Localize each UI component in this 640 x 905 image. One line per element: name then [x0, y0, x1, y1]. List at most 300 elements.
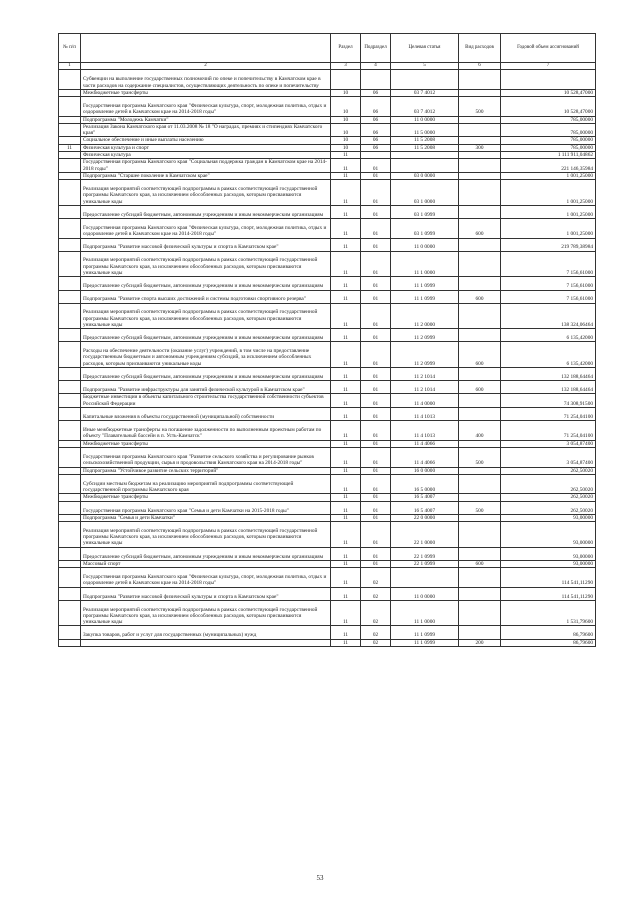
row-number [59, 381, 81, 394]
table-row [59, 587, 596, 600]
budget-table [58, 33, 596, 647]
row-podrazdel: 01 [361, 501, 391, 514]
table-row [59, 639, 596, 646]
column-number: 6 [459, 63, 501, 70]
header-expense-type: Вид расходов [459, 34, 501, 63]
row-podrazdel: 01 [361, 159, 391, 173]
row-expense-type: 600 [459, 219, 501, 239]
row-expense-type: 300 [459, 144, 501, 151]
row-expense-type: 400 [459, 421, 501, 441]
row-number [59, 587, 81, 600]
row-amount: 1 001,25000 [501, 219, 596, 239]
row-razdel: 10 [331, 144, 361, 151]
row-number: 11 [59, 144, 81, 151]
row-name: Государственная программа Камчатского края "Развитие сельского хозяйства и регулирование рынков сельскохозяйственной продукции, сырья и продовольствия Камчатского края на 2014-2018 годы" [81, 448, 331, 468]
row-number [59, 600, 81, 626]
row-target-article: 11 4 1013 [391, 421, 459, 441]
row-number [59, 568, 81, 588]
row-number [59, 303, 81, 329]
row-amount: 785,00000 [501, 137, 596, 144]
row-number [59, 97, 81, 117]
row-expense-type [459, 494, 501, 501]
row-expense-type [459, 70, 501, 90]
row-expense-type [459, 514, 501, 521]
row-name: Субсидии местным бюджетам на реализацию мероприятий подпрограммы соответствующей государственной программы Камчатского края [81, 474, 331, 494]
row-amount: 71 254,04100 [501, 421, 596, 441]
table-row [59, 277, 596, 290]
table-row [59, 303, 596, 329]
row-expense-type [459, 238, 501, 251]
row-razdel: 11 [331, 172, 361, 179]
row-podrazdel: 01 [361, 522, 391, 548]
row-name: Межбюджетные трансферты [81, 89, 331, 96]
table-row [59, 522, 596, 548]
row-target-article: 11 2 0999 [391, 329, 459, 342]
row-number [59, 290, 81, 303]
row-amount: 3 054,87400 [501, 448, 596, 468]
row-razdel: 11 [331, 408, 361, 421]
row-podrazdel: 01 [361, 180, 391, 206]
row-target-article: 16 0 0000 [391, 467, 459, 474]
row-number [59, 123, 81, 137]
row-amount: 114 541,11290 [501, 568, 596, 588]
row-expense-type: 500 [459, 501, 501, 514]
row-number [59, 368, 81, 381]
row-amount: 262,50020 [501, 501, 596, 514]
row-name: Социальное обеспечение и иные выплаты населению [81, 137, 331, 144]
row-target-article: 11 2 0000 [391, 303, 459, 329]
row-name: Бюджетные инвестиции в объекты капитального строительства государственной собственности субъектов Российской Федерации [81, 394, 331, 408]
row-name: Капитальные вложения в объекты государственной (муниципальной) собственности [81, 408, 331, 421]
row-target-article: 03 7 4012 [391, 97, 459, 117]
row-amount: 114 541,11290 [501, 587, 596, 600]
row-number [59, 639, 81, 646]
row-target-article: 03 0 0000 [391, 172, 459, 179]
table-row [59, 474, 596, 494]
row-podrazdel: 02 [361, 626, 391, 639]
row-amount: 10 528,47000 [501, 89, 596, 96]
row-target-article: 11 4 0000 [391, 394, 459, 408]
row-podrazdel: 01 [361, 467, 391, 474]
row-razdel: 11 [331, 639, 361, 646]
row-amount: 221 146,35984 [501, 159, 596, 173]
column-number-row [59, 63, 596, 70]
row-razdel: 11 [331, 568, 361, 588]
row-number [59, 159, 81, 173]
row-number [59, 172, 81, 179]
table-row [59, 494, 596, 501]
row-expense-type [459, 152, 501, 159]
row-podrazdel: 06 [361, 123, 391, 137]
row-name: Государственная программа Камчатского края "Социальная поддержка граждан в Камчатском крае на 2014-2018 годы" [81, 159, 331, 173]
row-podrazdel: 01 [361, 219, 391, 239]
row-expense-type: 600 [459, 290, 501, 303]
row-amount: 138 324,06464 [501, 303, 596, 329]
row-name: Субвенции на выполнение государственных полномочий по опеке и попечительству в Камчатском крае в части расходов на содержание специалистов, осуществляющих деятельность по опеке и попечительству [81, 70, 331, 90]
table-row [59, 448, 596, 468]
row-name: Подпрограмма "Развитие массовой физической культуры и спорта в Камчатском крае" [81, 238, 331, 251]
row-podrazdel: 01 [361, 303, 391, 329]
row-razdel: 11 [331, 329, 361, 342]
row-number [59, 421, 81, 441]
row-razdel: 11 [331, 522, 361, 548]
row-target-article [391, 568, 459, 588]
row-amount: 86,79600 [501, 639, 596, 646]
row-number [59, 547, 81, 560]
row-podrazdel [361, 152, 391, 159]
row-expense-type [459, 116, 501, 123]
row-number [59, 329, 81, 342]
table-row [59, 440, 596, 447]
row-number [59, 501, 81, 514]
row-amount: 7 156,61000 [501, 277, 596, 290]
row-razdel: 11 [331, 467, 361, 474]
row-name: Реализация мероприятий соответствующей подпрограммы в рамках соответствующей государственной программы Камчатского края, за исключением обособленных расходов, которым присваиваются уникальные коды [81, 180, 331, 206]
row-amount: 93,00000 [501, 522, 596, 548]
row-target-article: 03 1 0999 [391, 205, 459, 218]
row-target-article: 11 5 2008 [391, 144, 459, 151]
row-target-article: 11 1 0999 [391, 277, 459, 290]
row-razdel: 11 [331, 600, 361, 626]
row-number [59, 342, 81, 368]
header-annual-amount: Годовой объем ассигнований [501, 34, 596, 63]
row-razdel: 11 [331, 626, 361, 639]
row-name: Массовый спорт [81, 560, 331, 567]
row-razdel: 11 [331, 587, 361, 600]
row-target-article: 11 5 0000 [391, 123, 459, 137]
row-expense-type [459, 626, 501, 639]
row-target-article: 11 0 0000 [391, 587, 459, 600]
row-name: Подпрограмма "Развитие спорта высших достижений и системы подготовки спортивного резерва" [81, 290, 331, 303]
row-name: Иные межбюджетные трансферты на погашение задолженности по выполненным проектным работам по объекту "Плавательный бассейн в п. Усть-Камчатск" [81, 421, 331, 441]
row-expense-type [459, 277, 501, 290]
row-amount: 1 531,79600 [501, 600, 596, 626]
table-row [59, 116, 596, 123]
row-expense-type [459, 137, 501, 144]
row-number [59, 89, 81, 96]
row-name: Предоставление субсидий бюджетным, автономным учреждениям и иным некоммерческим организациям [81, 277, 331, 290]
row-podrazdel: 01 [361, 342, 391, 368]
row-number [59, 494, 81, 501]
row-target-article [391, 70, 459, 90]
row-number [59, 116, 81, 123]
row-target-article: 11 4 1013 [391, 408, 459, 421]
row-target-article: 22 1 0000 [391, 522, 459, 548]
row-expense-type [459, 394, 501, 408]
row-razdel: 11 [331, 421, 361, 441]
row-razdel: 11 [331, 159, 361, 173]
row-number [59, 474, 81, 494]
table-row [59, 547, 596, 560]
table-row [59, 408, 596, 421]
row-target-article: 03 7 4012 [391, 89, 459, 96]
row-number [59, 205, 81, 218]
header-name [81, 34, 331, 63]
row-razdel: 11 [331, 514, 361, 521]
table-row [59, 290, 596, 303]
row-name: Государственная программа Камчатского края "Физическая культура, спорт, молодежная политика, отдых и оздоровление детей в Камчатском крае на 2014-2018 годы" [81, 219, 331, 239]
row-razdel: 11 [331, 547, 361, 560]
row-expense-type: 600 [459, 381, 501, 394]
table-row [59, 342, 596, 368]
table-row [59, 251, 596, 277]
row-expense-type [459, 467, 501, 474]
row-expense-type [459, 172, 501, 179]
row-target-article: 03 1 0000 [391, 180, 459, 206]
row-target-article: 16 5 0000 [391, 474, 459, 494]
table-row [59, 219, 596, 239]
row-podrazdel: 01 [361, 329, 391, 342]
row-podrazdel: 02 [361, 600, 391, 626]
row-expense-type [459, 474, 501, 494]
row-number [59, 251, 81, 277]
table-row [59, 467, 596, 474]
row-expense-type [459, 159, 501, 173]
row-expense-type [459, 440, 501, 447]
table-row [59, 144, 596, 151]
table-row [59, 381, 596, 394]
row-expense-type [459, 368, 501, 381]
row-expense-type [459, 522, 501, 548]
row-razdel: 10 [331, 89, 361, 96]
row-name: Реализация мероприятий соответствующей подпрограммы в рамках соответствующей государственной программы Камчатского края, за исключением обособленных расходов, которым присваиваются уникальные коды [81, 522, 331, 548]
table-row [59, 421, 596, 441]
row-podrazdel: 01 [361, 251, 391, 277]
row-amount: 7 156,61000 [501, 251, 596, 277]
row-amount: 74 308,91500 [501, 394, 596, 408]
row-name: Закупка товаров, работ и услуг для государственных (муниципальных) нужд [81, 626, 331, 639]
table-row [59, 137, 596, 144]
row-amount: 6 135,42000 [501, 329, 596, 342]
row-expense-type [459, 329, 501, 342]
row-expense-type [459, 600, 501, 626]
row-name: Подпрограмма "Семья и дети Камчатки" [81, 514, 331, 521]
header-num: № п/п [59, 34, 81, 63]
row-podrazdel: 01 [361, 238, 391, 251]
row-razdel: 11 [331, 474, 361, 494]
row-name: Государственная программа Камчатского края "Семья и дети Камчатки на 2015-2018 годы" [81, 501, 331, 514]
row-amount: 785,00000 [501, 123, 596, 137]
table-row [59, 123, 596, 137]
row-amount: 262,50020 [501, 474, 596, 494]
header-podrazdel: Подраздел [361, 34, 391, 63]
row-expense-type: 600 [459, 342, 501, 368]
row-number [59, 180, 81, 206]
row-name: Предоставление субсидий бюджетным, автономным учреждениям и иным некоммерческим организациям [81, 205, 331, 218]
row-podrazdel: 01 [361, 514, 391, 521]
table-row [59, 394, 596, 408]
table-row [59, 501, 596, 514]
row-name: Предоставление субсидий бюджетным, автономным учреждениям и иным некоммерческим организациям [81, 329, 331, 342]
row-expense-type [459, 408, 501, 421]
row-amount: 71 254,04100 [501, 408, 596, 421]
row-razdel: 11 [331, 180, 361, 206]
row-target-article: 11 4 4066 [391, 448, 459, 468]
row-expense-type: 500 [459, 97, 501, 117]
row-expense-type [459, 568, 501, 588]
table-row [59, 70, 596, 90]
row-target-article: 11 0 0000 [391, 238, 459, 251]
row-target-article: 03 1 0999 [391, 219, 459, 239]
table-row [59, 152, 596, 159]
row-target-article: 11 1 0999 [391, 290, 459, 303]
table-header-row [59, 34, 596, 63]
row-razdel: 11 [331, 448, 361, 468]
row-name: Подпрограмма "Старшее поколение в Камчатском крае" [81, 172, 331, 179]
column-number: 7 [501, 63, 596, 70]
row-amount: 6 135,42000 [501, 342, 596, 368]
row-podrazdel: 06 [361, 97, 391, 117]
row-name: Реализация Закона Камчатского края от 11.03.2008 № 18 "О наградах, премиях и стипендиях Камчатского края" [81, 123, 331, 137]
row-name: Физическая культура и спорт [81, 144, 331, 151]
row-amount: 132 188,64464 [501, 381, 596, 394]
row-target-article [391, 152, 459, 159]
row-razdel: 11 [331, 303, 361, 329]
row-target-article: 16 5 4007 [391, 494, 459, 501]
row-name: Государственная программа Камчатского края "Физическая культура, спорт, молодежная политика, отдых и оздоровление детей в Камчатском крае на 2014-2018 годы" [81, 97, 331, 117]
row-razdel: 10 [331, 137, 361, 144]
row-amount: 219 789,38984 [501, 238, 596, 251]
table-row [59, 180, 596, 206]
row-podrazdel [361, 70, 391, 90]
row-expense-type [459, 547, 501, 560]
row-name [81, 639, 331, 646]
row-target-article [391, 159, 459, 173]
row-podrazdel: 01 [361, 172, 391, 179]
page-number: 53 [316, 874, 324, 882]
table-row [59, 97, 596, 117]
row-number [59, 277, 81, 290]
row-number [59, 408, 81, 421]
row-razdel: 11 [331, 381, 361, 394]
row-name: Предоставление субсидий бюджетным, автономным учреждениям и иным некоммерческим организациям [81, 547, 331, 560]
row-razdel: 11 [331, 560, 361, 567]
row-name: Реализация мероприятий соответствующей подпрограммы в рамках соответствующей государственной программы Камчатского края, за исключением обособленных расходов, которым присваиваются уникальные коды [81, 600, 331, 626]
row-podrazdel: 06 [361, 116, 391, 123]
row-amount: 3 054,87400 [501, 440, 596, 447]
row-target-article: 11 0 0000 [391, 116, 459, 123]
row-name: Государственная программа Камчатского края "Физическая культура, спорт, молодежная политика, отдых и оздоровление детей в Камчатском крае на 2014-2018 годы" [81, 568, 331, 588]
row-podrazdel: 01 [361, 547, 391, 560]
row-amount: 132 188,64464 [501, 368, 596, 381]
row-number [59, 70, 81, 90]
row-amount: 262,50020 [501, 494, 596, 501]
row-amount: 1 001,25000 [501, 172, 596, 179]
row-podrazdel: 01 [361, 474, 391, 494]
row-podrazdel: 01 [361, 421, 391, 441]
row-razdel: 11 [331, 205, 361, 218]
row-podrazdel: 01 [361, 290, 391, 303]
row-name: Подпрограмма "Развитие массовой физической культуры и спорта в Камчатском крае" [81, 587, 331, 600]
row-razdel: 11 [331, 152, 361, 159]
row-podrazdel: 01 [361, 381, 391, 394]
row-target-article: 16 5 4007 [391, 501, 459, 514]
row-amount: 785,00000 [501, 144, 596, 151]
row-podrazdel: 01 [361, 560, 391, 567]
row-amount [501, 70, 596, 90]
row-amount: 93,00000 [501, 547, 596, 560]
row-name: Подпрограмма "Развитие инфраструктуры для занятий физической культурой в Камчатском крае" [81, 381, 331, 394]
row-podrazdel: 02 [361, 587, 391, 600]
row-razdel: 11 [331, 394, 361, 408]
row-razdel [331, 70, 361, 90]
row-name: Подпрограмма "Молодежь Камчатки" [81, 116, 331, 123]
row-razdel: 10 [331, 123, 361, 137]
table-row [59, 238, 596, 251]
table-row [59, 205, 596, 218]
table-row [59, 560, 596, 567]
row-podrazdel: 01 [361, 205, 391, 218]
row-amount: 1 111 911,04862 [501, 152, 596, 159]
table-row [59, 368, 596, 381]
row-amount: 10 528,47000 [501, 97, 596, 117]
row-amount: 262,50020 [501, 467, 596, 474]
row-amount: 86,79600 [501, 626, 596, 639]
row-podrazdel: 01 [361, 408, 391, 421]
row-amount: 93,00000 [501, 514, 596, 521]
row-number [59, 394, 81, 408]
row-target-article: 22 0 0000 [391, 514, 459, 521]
header-razdel: Раздел [331, 34, 361, 63]
row-amount: 1 001,25000 [501, 180, 596, 206]
row-target-article: 11 1 0000 [391, 251, 459, 277]
table-row [59, 514, 596, 521]
row-razdel: 11 [331, 501, 361, 514]
row-name: Физическая культура [81, 152, 331, 159]
row-razdel: 11 [331, 494, 361, 501]
table-row [59, 600, 596, 626]
row-number [59, 626, 81, 639]
row-target-article: 11 1 0000 [391, 600, 459, 626]
row-number [59, 238, 81, 251]
row-razdel: 11 [331, 342, 361, 368]
row-target-article: 11 2 1014 [391, 368, 459, 381]
row-name: Подпрограмма "Устойчивое развитие сельских территорий" [81, 467, 331, 474]
row-name: Расходы на обеспечение деятельности (оказание услуг) учреждений, в том числе на предоставление государственным бюджетным и автономным учреждениям субсидий, за исключением обособленных расходов, которым присваиваются уникальные коды [81, 342, 331, 368]
row-podrazdel: 06 [361, 144, 391, 151]
row-podrazdel: 06 [361, 137, 391, 144]
row-razdel: 10 [331, 97, 361, 117]
table-row [59, 89, 596, 96]
row-expense-type [459, 303, 501, 329]
row-podrazdel: 02 [361, 568, 391, 588]
row-name: Межбюджетные трансферты [81, 440, 331, 447]
row-number [59, 560, 81, 567]
row-expense-type [459, 123, 501, 137]
row-expense-type: 600 [459, 560, 501, 567]
row-number [59, 448, 81, 468]
row-podrazdel: 01 [361, 277, 391, 290]
row-expense-type [459, 89, 501, 96]
row-expense-type [459, 180, 501, 206]
row-expense-type: 500 [459, 448, 501, 468]
row-razdel: 11 [331, 219, 361, 239]
row-expense-type [459, 251, 501, 277]
row-razdel: 11 [331, 238, 361, 251]
row-razdel: 11 [331, 440, 361, 447]
row-podrazdel: 01 [361, 394, 391, 408]
row-target-article: 11 5 2008 [391, 137, 459, 144]
row-number [59, 137, 81, 144]
row-target-article: 11 1 0999 [391, 626, 459, 639]
row-razdel: 11 [331, 290, 361, 303]
row-podrazdel: 06 [361, 89, 391, 96]
row-razdel: 10 [331, 116, 361, 123]
row-expense-type [459, 205, 501, 218]
row-name: Предоставление субсидий бюджетным, автономным учреждениям и иным некоммерческим организациям [81, 368, 331, 381]
header-target-article: Целевая статья [391, 34, 459, 63]
row-podrazdel: 01 [361, 448, 391, 468]
